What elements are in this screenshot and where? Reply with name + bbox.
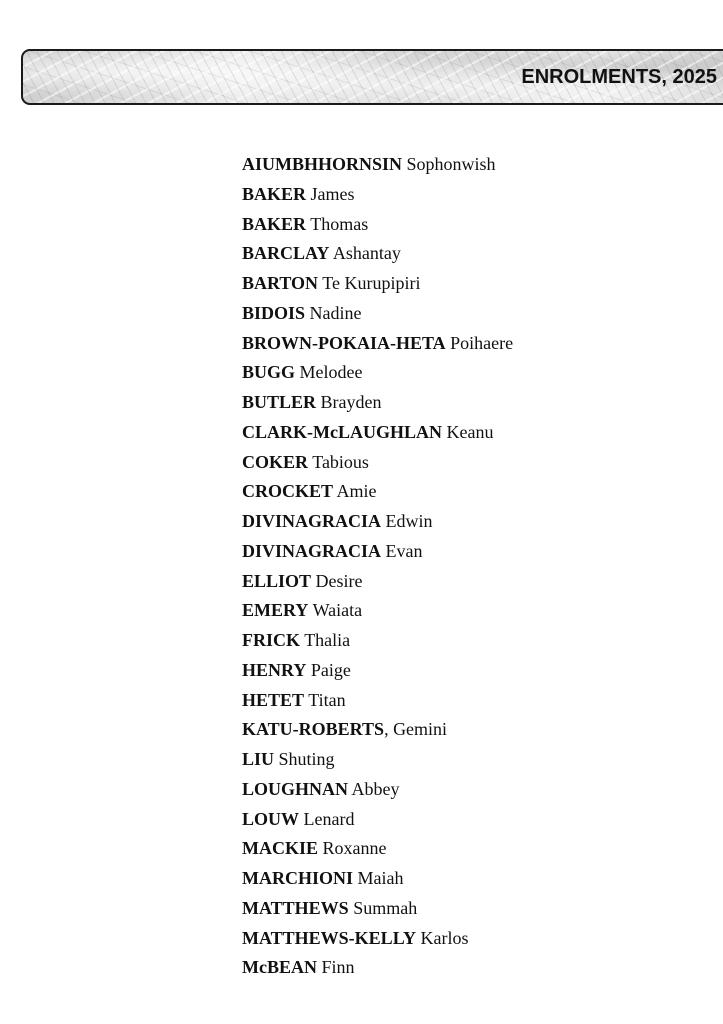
student-surname: DIVINAGRACIA xyxy=(242,540,382,561)
list-item xyxy=(242,182,513,212)
student-surname: CLARK-McLAUGHLAN xyxy=(242,421,442,442)
student-surname: HETET xyxy=(242,689,305,710)
list-item xyxy=(242,807,513,837)
student-surname: EMERY xyxy=(242,600,309,621)
list-item xyxy=(242,717,513,747)
student-given-name: James xyxy=(310,183,355,204)
student-surname: BROWN-POKAIA-HETA xyxy=(242,332,446,353)
student-surname: CROCKET xyxy=(242,481,334,502)
list-item xyxy=(242,836,513,866)
list-item xyxy=(242,271,513,301)
student-surname: ELLIOT xyxy=(242,570,312,591)
student-surname: McBEAN xyxy=(242,957,317,978)
student-surname: LIU xyxy=(242,749,275,769)
student-given-name: Gemini xyxy=(393,719,448,740)
list-item xyxy=(242,212,513,242)
student-given-name: Nadine xyxy=(309,302,362,323)
student-given-name: Roxanne xyxy=(322,838,387,859)
student-surname: BARTON xyxy=(242,273,319,293)
student-surname: BUTLER xyxy=(242,392,317,412)
student-given-name: Brayden xyxy=(320,392,382,412)
student-surname: MACKIE xyxy=(242,838,318,859)
list-item xyxy=(242,539,513,569)
student-surname: MATTHEWS-KELLY xyxy=(242,927,417,948)
student-given-name: Shuting xyxy=(278,749,335,769)
list-item xyxy=(242,152,513,182)
student-surname: DIVINAGRACIA xyxy=(242,511,382,531)
student-given-name: Sophonwish xyxy=(406,154,496,174)
student-given-name: Finn xyxy=(321,957,355,978)
student-given-name: Thomas xyxy=(310,213,369,234)
list-item xyxy=(242,450,513,480)
student-given-name: Maiah xyxy=(357,868,404,888)
student-surname: LOUW xyxy=(242,808,300,829)
student-given-name: Evan xyxy=(385,540,423,561)
list-item xyxy=(242,390,513,420)
list-item xyxy=(242,688,513,718)
student-given-name: Amie xyxy=(336,481,377,502)
list-item xyxy=(242,509,513,539)
list-item xyxy=(242,598,513,628)
student-given-name: Abbey xyxy=(351,778,400,799)
student-given-name: Keanu xyxy=(446,421,494,442)
list-item xyxy=(242,896,513,926)
student-given-name: Tabious xyxy=(312,451,369,472)
name-separator: , xyxy=(384,719,394,740)
student-given-name: Thalia xyxy=(304,630,351,650)
list-item xyxy=(242,420,513,450)
student-surname: BIDOIS xyxy=(242,302,306,323)
student-surname: KATU-ROBERTS xyxy=(242,719,385,740)
student-given-name: Karlos xyxy=(420,927,469,948)
list-item xyxy=(242,628,513,658)
student-surname: AIUMBHHORNSIN xyxy=(242,154,403,174)
student-given-name: Te Kurupipiri xyxy=(322,273,421,293)
list-item xyxy=(242,301,513,331)
student-given-name: Poihaere xyxy=(450,332,514,353)
list-item xyxy=(242,360,513,390)
enrolment-list xyxy=(242,152,513,985)
student-given-name: Ashantay xyxy=(332,243,401,264)
student-surname: MATTHEWS xyxy=(242,897,349,918)
student-surname: BAKER xyxy=(242,213,307,234)
list-item xyxy=(242,241,513,271)
student-surname: BUGG xyxy=(242,362,296,383)
student-given-name: Titan xyxy=(308,689,346,710)
list-item xyxy=(242,955,513,985)
student-given-name: Summah xyxy=(353,897,418,918)
list-item xyxy=(242,569,513,599)
student-surname: MARCHIONI xyxy=(242,868,353,888)
student-surname: COKER xyxy=(242,451,309,472)
list-item xyxy=(242,866,513,896)
student-given-name: Desire xyxy=(315,570,363,591)
list-item xyxy=(242,777,513,807)
page-title: ENROLMENTS, 2025 xyxy=(521,66,717,88)
list-item xyxy=(242,479,513,509)
student-surname: BAKER xyxy=(242,183,307,204)
student-given-name: Lenard xyxy=(303,808,355,829)
student-surname: LOUGHNAN xyxy=(242,778,349,799)
header-banner xyxy=(21,49,723,105)
student-given-name: Paige xyxy=(310,659,351,680)
list-item xyxy=(242,747,513,777)
student-surname: FRICK xyxy=(242,630,300,650)
list-item xyxy=(242,926,513,956)
student-given-name: Waiata xyxy=(312,600,363,621)
student-given-name: Edwin xyxy=(385,511,433,531)
student-surname: HENRY xyxy=(242,659,307,680)
list-item xyxy=(242,331,513,361)
student-given-name: Melodee xyxy=(299,362,363,383)
list-item xyxy=(242,658,513,688)
student-surname: BARCLAY xyxy=(242,243,330,264)
